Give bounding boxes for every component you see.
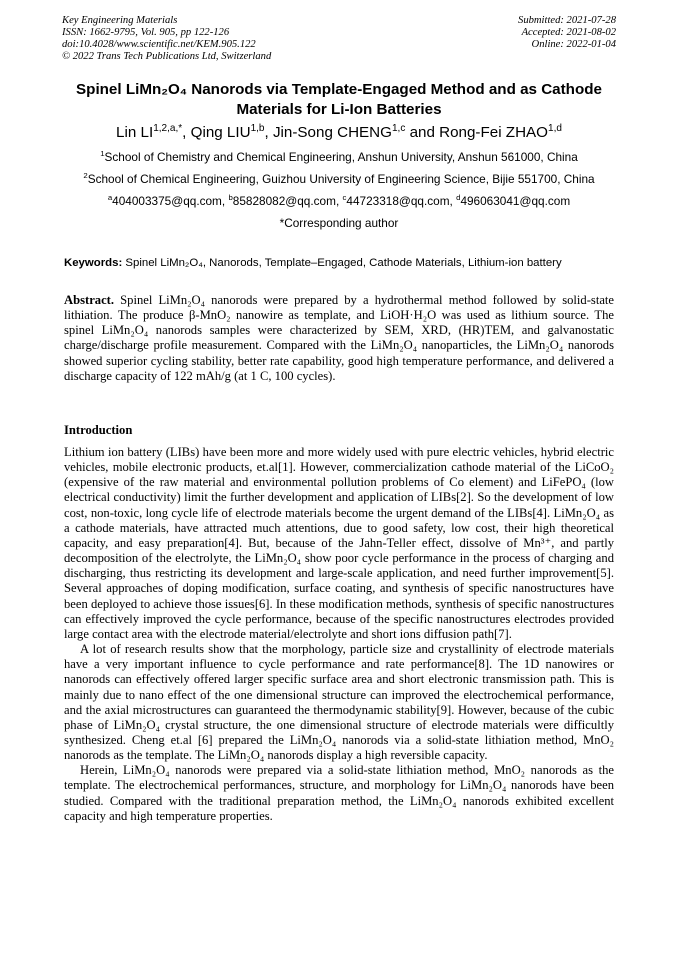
email-mark: c [342,193,347,203]
author-name: Qing LIU [190,124,251,141]
email-link[interactable]: 44723318@qq.com [346,194,450,208]
corresponding-note: *Corresponding author [279,216,399,230]
introduction-heading: Introduction [64,423,133,437]
paper-title: Spinel LiMn₂O₄ Nanorods via Template-Engaged Method and as Cathode Materials for Li-Ion Batteries [76,81,602,118]
online-date: Online: 2022-01-04 [531,39,616,50]
author-mark: 1,d [548,122,562,134]
email-link[interactable]: 496063041@qq.com [460,194,571,208]
journal-copyright: © 2022 Trans Tech Publications Ltd, Switzerland [62,51,272,62]
paragraph: A lot of research results show that the morphology, particle size and crystallinity of electrode materials have a very important influence to cycle performance and rate performance[8]. The 1D nanowires or nanorods can effectively offered larger specific surface area and short electronic transmission path. This is mainly due to nano effect of the one dimensional structure can improved the electrochemical performance, and the axial microstructures can guaranteed the thermodynamic stability[9]. However, because of the cubic phase of LiMn₂O₄ crystal structure, the one dimensional structure of electrode materials were difficultly synthesized. Cheng et.al [6] prepared the LiMn₂O₄ nanorods via a solid-state lithiation method, MnO₂ nanorods as the template. The LiMn₂O₄ nanorods display a high reversible capacity. [64,642,614,763]
journal-issn: ISSN: 1662-9795, Vol. 905, pp 122-126 [62,27,230,38]
author-name: Rong-Fei ZHAO [439,124,548,141]
author-mark: 1,b [250,122,265,134]
accepted-date: Accepted: 2021-08-02 [521,27,616,38]
email-link[interactable]: 85828082@qq.com [232,194,336,208]
abstract-text: Spinel LiMn₂O₄ nanorods were prepared by a hydrothermal method followed by solid-state lithiation. The produce β-MnO₂ nanowire as template, and LiOH·H₂O was used as lithium source. The spinel LiMn₂O₄ nanorods samples were characterized by SEM, XRD, (HR)TEM, and galvanostatic charge/discharge profile measurement. Compared with the LiMn₂O₄ nanoparticles, the LiMn₂O₄ nanorods showed superior cycling stability, better rate capability, good high temperature performance, and delivered a discharge capacity of 122 mAh/g (at 1 C, 100 cycles). [64,293,614,383]
abstract-label: Abstract. [64,293,115,307]
keywords-label: Keywords: [64,257,123,269]
paragraph: Herein, LiMn₂O₄ nanorods were prepared via a solid-state lithiation method, MnO₂ nanorods as the template. The electrochemical performances, structure, and morphology for LiMn₂O₄ nanorods have been studied. Compared with the traditional preparation method, the LiMn₂O₄ nanorods exhibited excellent capacity and high temperature properties. [64,763,614,823]
author-mark: 1,c [391,122,406,134]
email-mark: a [107,193,113,203]
author-mark: 1,2,a,* [153,122,183,134]
email-link[interactable]: 404003375@qq.com [112,194,222,208]
paragraph: Lithium ion battery (LIBs) have been more and more widely used with pure electric vehicles, hybrid electric vehicles, mobile electronic products, et.al[1]. However, commercialization cathode material of the LiCoO₂ (expensive of the raw material and environmental pollution problems of Co element) and LiFePO₄ (low electrical conductivity) limit the further development and application of LIBs[2]. So the development of low cost, non-toxic, long cycle life of electrode materials become the urgent demand of the LIBs[4]. LiMn₂O₄ as a cathode materials, have attracted much attentions, due to good safety, low cost, their high theoretical capacity, and easy preparation[4]. But, because of the Jahn-Teller effect, dissolve of Mn³⁺, and partly decomposition of the electrolyte, the LiMn₂O₄ show poor cycle performance in the process of charging and discharging, thus restricting its development and large-scale application, and need further improvement[5]. Several approaches of doping modification, surface coating, and synthesis of specific nanostructures have been deployed to achieve those issues[6]. In these modification methods, synthesis of specific nanostructures can effectively improved the cycle performance, because of the specific nanostructures electrodes provided large contact area with the electrode material/electrolyte and short ions diffusion path[7]. [64,445,614,641]
affiliation-text: School of Chemistry and Chemical Engineering, Anshun University, Anshun 561000, China [104,150,578,164]
affiliation-1 [30,150,648,164]
keywords-text: Spinel LiMn₂O₄, Nanorods, Template–Engaged, Cathode Materials, Lithium-ion battery [125,257,562,269]
abstract [64,293,614,384]
dates-header [518,15,616,51]
author-name: Lin LI [116,124,154,141]
email-mark: b [228,193,233,203]
keywords [64,256,616,270]
author-list: Lin $LI^{1,2,a,*}$, Qing LIU$^{1,b}$, Jin-Song CHENG$^{1,c}$ and Rong-Fei ZHAO$^{1,d}$ [116,122,562,141]
submitted-date: Submitted: 2021-07-28 [518,15,616,26]
introduction-body [64,445,614,824]
affiliation-text: School of Chemical Engineering, Guizhou University of Engineering Science, Bijie 551700, China [87,172,595,186]
author-name: Jin-Song CHENG [272,124,392,141]
email-mark: d [456,193,461,203]
affiliation-mark: 2 [83,171,88,181]
journal-doi: doi:10.4028/www.scientific.net/KEM.905.122 [62,39,256,50]
affiliation-mark: 1 [100,149,105,159]
affiliation-2 [30,172,648,186]
author-emails: $^a$404003375@qq.com, $^b$85828082@qq.com, $^c$44723318@qq.com, $^d$496063041@qq.com [107,193,571,208]
journal-header [62,15,271,63]
journal-name: Key Engineering Materials [62,15,178,26]
